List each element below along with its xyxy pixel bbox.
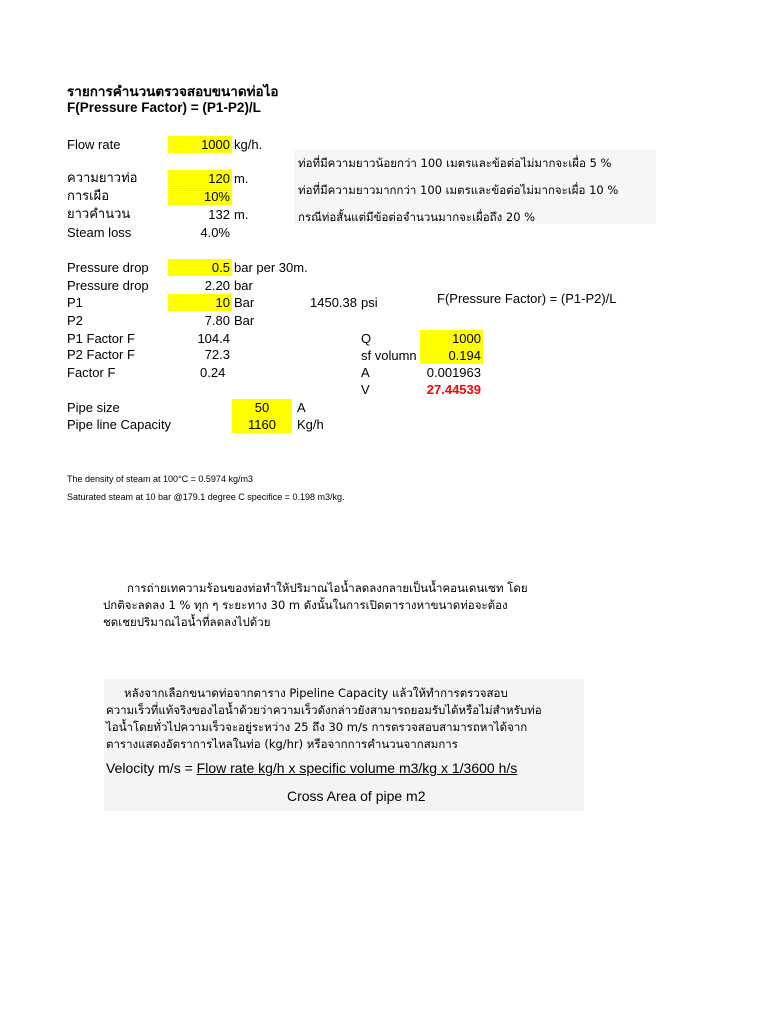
allowance-label: การเผือ (67, 189, 110, 204)
pipe-capacity-label: Pipe line Capacity (67, 417, 172, 432)
paragraph2-line3: ไอน้ำโดยทั่วไปความเร็วจะอยู่ระหว่าง 25 ถึง 30 m/s การตรวจสอบสามารถหาได้จาก (106, 720, 528, 734)
p1-factor-value: 104.4 (197, 331, 230, 346)
paragraph1-line3: ชดเชยปริมาณไอน้ำที่ลดลงไปด้วย (103, 615, 271, 629)
paragraph1-line2: ปกติจะลดลง 1 % ทุก ๆ ระยะทาง 30 m ดังนั้นในการเปิดตารางหาขนาดท่อจะต้อง (103, 598, 508, 612)
pipe-size-value[interactable]: 50 (232, 399, 292, 416)
velocity-formula (106, 760, 517, 776)
p1-factor-label: P1 Factor F (67, 331, 135, 346)
p1-psi-value: 1450.38 (310, 295, 357, 310)
pressure-drop-total-value: 2.20 (204, 278, 230, 293)
flow-rate-unit: kg/h. (234, 137, 263, 152)
calc-length-value: 132 (208, 207, 230, 222)
a-label: A (361, 365, 370, 380)
p2-factor-label: P2 Factor F (67, 347, 135, 362)
factor-f-label: Factor F (67, 365, 116, 380)
pressure-factor-formula: F(Pressure Factor) = (P1-P2)/L (67, 100, 261, 115)
pressure-drop-total-unit: bar (234, 278, 253, 293)
v-label: V (361, 382, 370, 397)
a-value: 0.001963 (426, 365, 481, 380)
calc-length-label: ยาวคำนวน (67, 207, 131, 222)
pipe-length-value[interactable]: 120 (168, 170, 232, 187)
velocity-formula-label: Velocity m/s = (106, 760, 197, 776)
p2-factor-value: 72.3 (204, 347, 230, 362)
pressure-drop-value[interactable]: 0.5 (168, 259, 232, 276)
v-value: 27.44539 (426, 382, 481, 397)
note-line-2: ท่อที่มีความยาวมากกว่า 100 เมตรและข้อต่อไม่มากจะเผื่อ 10 % (298, 183, 619, 197)
steam-loss-value: 4.0% (200, 225, 230, 240)
pipe-length-unit: m. (234, 171, 249, 186)
pipe-size-unit: A (297, 400, 306, 415)
paragraph2-line2: ความเร็วที่แท้จริงของไอน้ำด้วยว่าความเร็วดังกล่าวยังสามารถยอมรับได้หรือไม่สำหรับท่อ (106, 703, 542, 717)
pipe-capacity-unit: Kg/h (297, 417, 324, 432)
pressure-drop-unit: bar per 30m. (234, 260, 308, 275)
p1-psi-unit: psi (361, 295, 378, 310)
velocity-formula-numerator: Flow rate kg/h x specific volume m3/kg x 1/3600 h/s (196, 760, 518, 776)
allowance-value[interactable]: 10% (168, 188, 232, 205)
right-pressure-factor-formula: F(Pressure Factor) = (P1-P2)/L (437, 291, 617, 306)
steam-loss-label: Steam loss (67, 225, 132, 240)
pipe-length-label: ความยาวท่อ (67, 171, 138, 186)
pipe-size-label: Pipe size (67, 400, 120, 415)
p2-value: 7.80 (204, 313, 230, 328)
p1-value[interactable]: 10 (168, 294, 232, 311)
pressure-drop-total-label: Pressure drop (67, 278, 149, 293)
sf-volumn-label: sf volumn (361, 348, 417, 363)
factor-f-value: 0.24 (200, 365, 226, 380)
sf-volumn-value[interactable]: 0.194 (420, 347, 483, 364)
velocity-formula-denominator: Cross Area of pipe m2 (287, 788, 426, 804)
p1-label: P1 (67, 295, 83, 310)
paragraph2-line1: หลังจากเลือกขนาดท่อจากตาราง Pipeline Capacity แล้วให้ทำการตรวจสอบ (124, 686, 508, 700)
steam-density-note: The density of steam at 100°C = 0.5974 kg/m3 (67, 474, 253, 484)
saturated-steam-note: Saturated steam at 10 bar @179.1 degree C specifice = 0.198 m3/kg. (67, 492, 345, 502)
p1-unit: Bar (234, 295, 255, 310)
pressure-drop-label: Pressure drop (67, 260, 149, 275)
pipe-capacity-value[interactable]: 1160 (232, 416, 292, 433)
paragraph2-line4: ตารางแสดงอัตราการไหลในท่อ (kg/hr) หรือจากการคำนวนจากสมการ (106, 737, 458, 751)
p2-label: P2 (67, 313, 83, 328)
q-value[interactable]: 1000 (420, 330, 483, 347)
p2-unit: Bar (234, 313, 255, 328)
paragraph1-line1: การถ่ายเทความร้อนของท่อทำให้ปริมาณไอน้ำลดลงกลายเป็นน้ำคอนเดนเซท โดย (127, 581, 528, 595)
sheet-title: รายการคำนวนตรวจสอบขนาดท่อไอ (67, 84, 279, 100)
calc-length-unit: m. (234, 207, 249, 222)
note-line-3: กรณีท่อสั้นแต่มีข้อต่อจำนวนมากจะเผื่อถึง 20 % (298, 210, 536, 224)
note-line-1: ท่อที่มีความยาวน้อยกว่า 100 เมตรและข้อต่อไม่มากจะเผื่อ 5 % (298, 156, 612, 170)
flow-rate-value[interactable]: 1000 (168, 136, 232, 153)
q-label: Q (361, 331, 372, 346)
flow-rate-label: Flow rate (67, 137, 121, 152)
